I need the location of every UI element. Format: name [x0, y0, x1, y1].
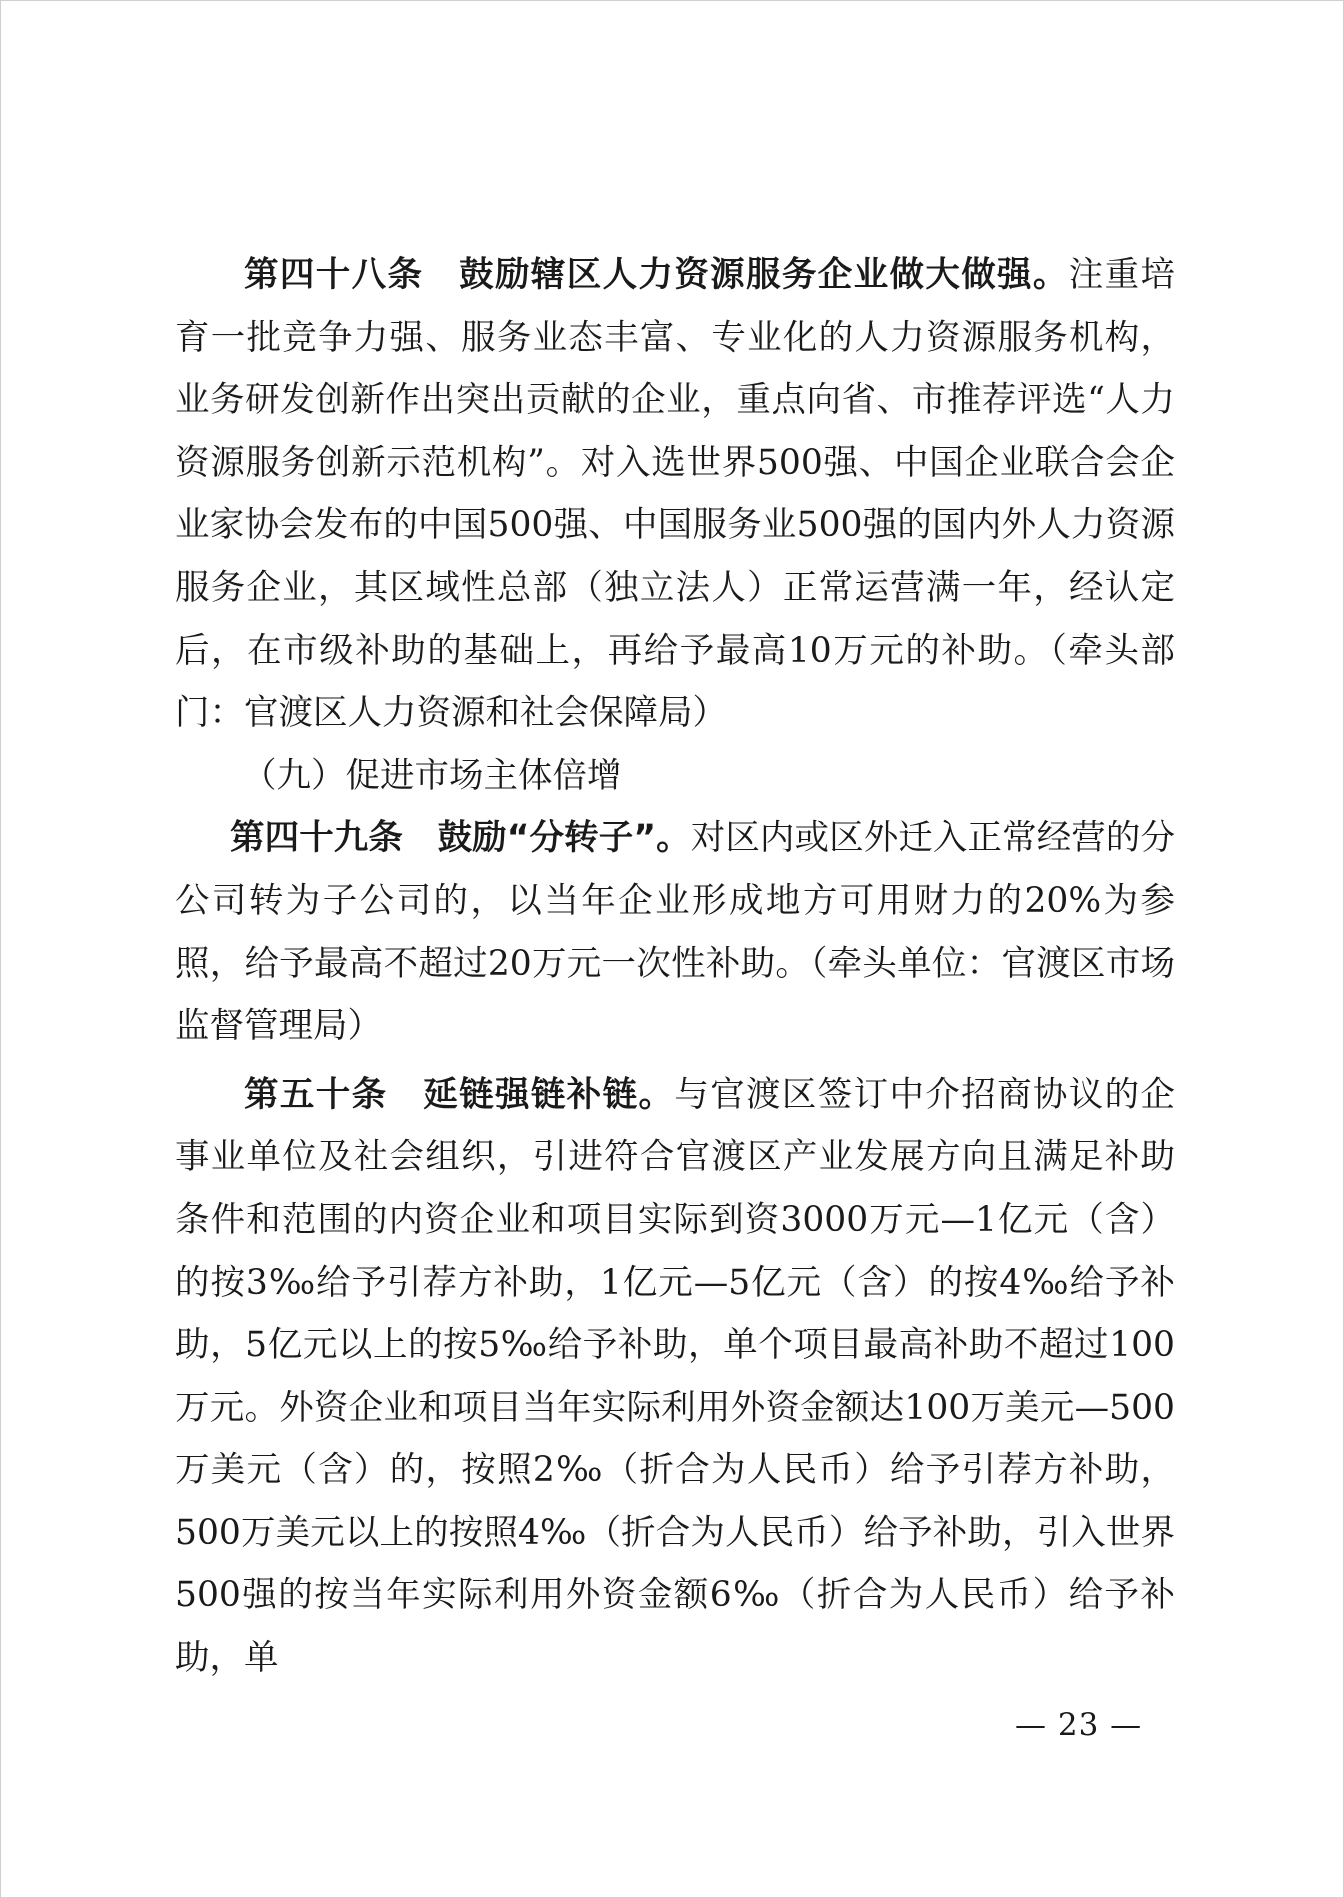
- article-50-body: 与官渡区签订中介招商协议的企事业单位及社会组织，引进符合官渡区产业发展方向且满足补助条件和范围的内资企业和项目实际到资3000万元—1亿元（含）的按3‰给予引荐方补助，1亿元—5亿元（含）的按4‰给予补助，5亿元以上的按5‰给予补助，单个项目最高补助不超过100万元。外资企业和项目当年实际利用外资金额达100万美元—500万美元（含）的，按照2‰（折合为人民币）给予引荐方补助，500万美元以上的按照4‰（折合为人民币）给予补助，引入世界500强的按当年实际利用外资金额6‰（折合为人民币）给予补助，单: [175, 1074, 1176, 1679]
- article-49: [175, 807, 1175, 1057]
- document-body: [175, 244, 1175, 1690]
- article-49-body: 对区内或区外迁入正常经营的分公司转为子公司的，以当年企业形成地方可用财力的20%为参照，给予最高不超过20万元一次性补助。（牵头单位：官渡区市场监督管理局）: [175, 818, 1175, 1047]
- article-50-heading: 第五十条 延链强链补链。: [244, 1074, 675, 1115]
- article-50: [175, 1064, 1175, 1690]
- page-number: — 23 —: [1015, 1707, 1143, 1743]
- article-48-body: 注重培育一批竞争力强、服务业态丰富、专业化的人力资源服务机构，业务研发创新作出突出贡献的企业，重点向省、市推荐评选“人力资源服务创新示范机构”。对入选世界500强、中国企业联合会企业家协会发布的中国500强、中国服务业500强的国内外人力资源服务企业，其区域性总部（独立法人）正常运营满一年，经认定后，在市级补助的基础上，再给予最高10万元的补助。（牵头部门：官渡区人力资源和社会保障局）: [175, 255, 1176, 734]
- article-49-heading: 第四十九条 鼓励“分转子”。: [230, 818, 691, 859]
- article-48: [175, 244, 1175, 745]
- section-heading: （九）促进市场主体倍增: [242, 755, 622, 796]
- article-48-heading: 第四十八条 鼓励辖区人力资源服务企业做大做强。: [244, 255, 1069, 295]
